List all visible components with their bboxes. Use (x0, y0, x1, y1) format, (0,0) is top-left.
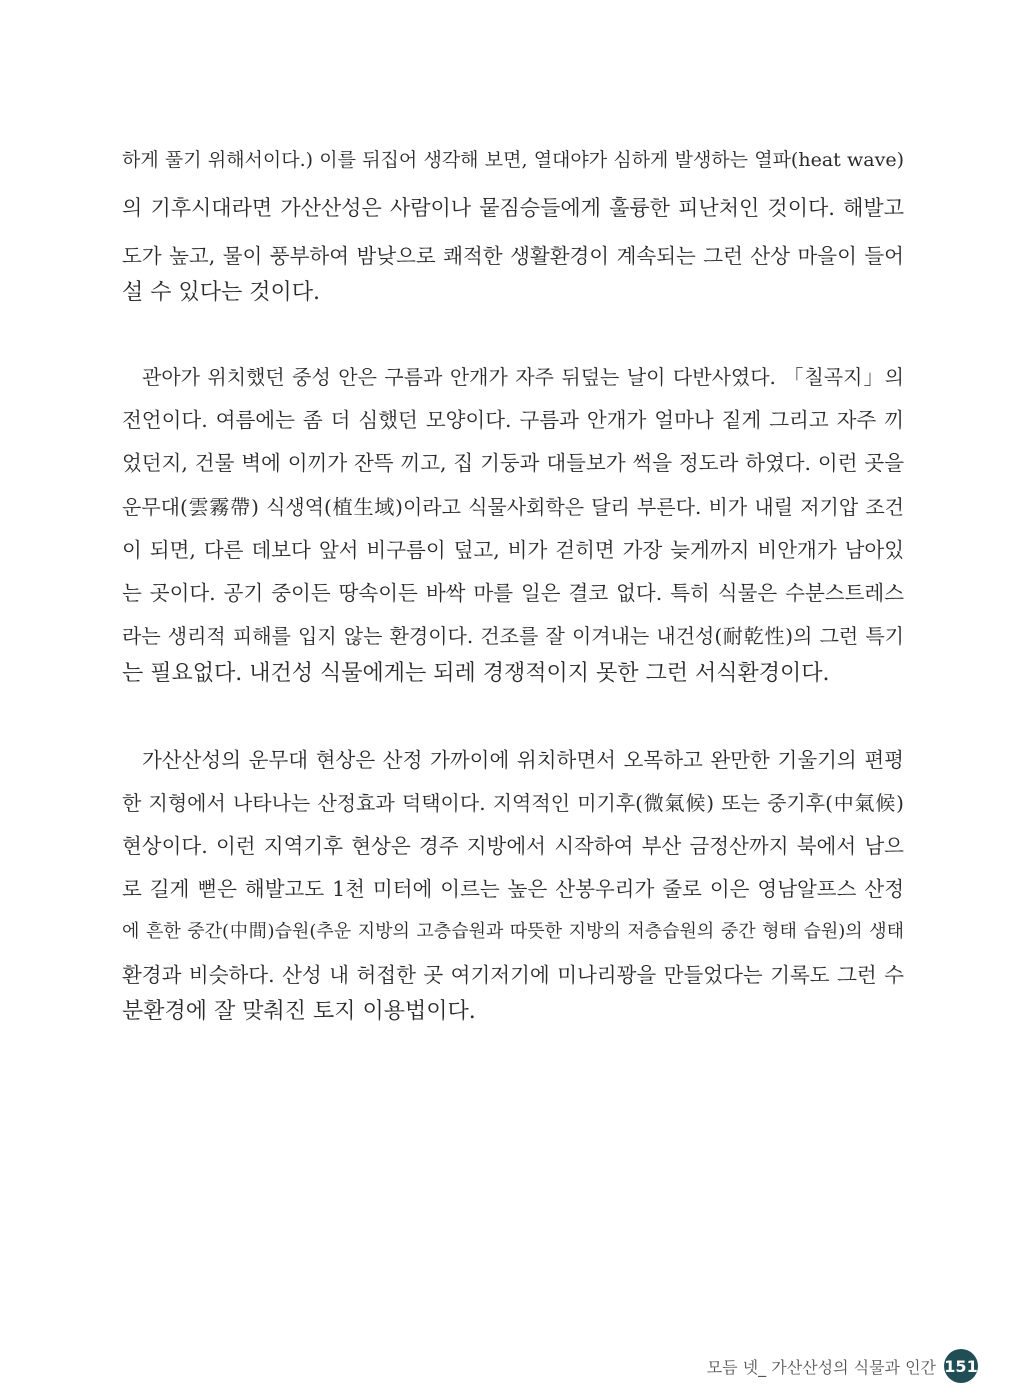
text-line: 분환경에 잘 맞춰진 토지 이용법이다. (122, 999, 476, 1024)
text-line: 한 지형에서 나타나는 산정효과 덕택이다. 지역적인 미기후(微氣候) 또는 중기후(中氣候) (122, 791, 904, 815)
text-line: 었던지, 건물 벽에 이끼가 잔뜩 끼고, 집 기둥과 대들보가 썩을 정도라 하였다. 이런 곳을 (122, 451, 904, 475)
text-line: 하게 풀기 위해서이다.) 이를 뒤집어 생각해 보면, 열대야가 심하게 발생하는 열파(heat wave) (122, 149, 904, 171)
text-line: 는 곳이다. 공기 중이든 땅속이든 바싹 마를 일은 결코 없다. 특히 식물은 수분스트레스 (122, 581, 904, 605)
text-line: 에 흔한 중간(中間)습원(추운 지방의 고층습원과 따뜻한 지방의 저층습원의 중간 형태 습원)의 생태 (122, 921, 904, 942)
text-line: 환경과 비슷하다. 산성 내 허접한 곳 여기저기에 미나리꽝을 만들었다는 기록도 그런 수 (122, 963, 904, 987)
text-line: 로 길게 뻗은 해발고도 1천 미터에 이르는 높은 산봉우리가 줄로 이은 영남알프스 산정 (122, 877, 904, 901)
text-line: 는 필요없다. 내건성 식물에게는 되레 경쟁적이지 못한 그런 서식환경이다. (122, 661, 830, 686)
text-line: 설 수 있다는 것이다. (122, 280, 320, 305)
text-line: 도가 높고, 물이 풍부하여 밤낮으로 쾌적한 생활환경이 계속되는 그런 산상 마을이 들어 (122, 244, 904, 268)
text-line: 의 기후시대라면 가산산성은 사람이나 뭍짐승들에게 훌륭한 피난처인 것이다. 해발고 (122, 196, 904, 220)
page-number-badge: 151 (944, 1349, 978, 1383)
page-footer (707, 1346, 978, 1386)
text-line: 운무대(雲霧帶) 식생역(植生域)이라고 식물사회학은 달리 부른다. 비가 내릴 저기압 조건 (122, 495, 904, 519)
text-line: 관아가 위치했던 중성 안은 구름과 안개가 자주 뒤덮는 날이 다반사였다. 「칠곡지」의 (142, 365, 904, 389)
text-line: 전언이다. 여름에는 좀 더 심했던 모양이다. 구름과 안개가 얼마나 짙게 그리고 자주 끼 (122, 408, 904, 432)
text-line: 현상이다. 이런 지역기후 현상은 경주 지방에서 시작하여 부산 금정산까지 북에서 남으 (122, 834, 904, 858)
text-line: 라는 생리적 피해를 입지 않는 환경이다. 건조를 잘 이겨내는 내건성(耐乾性)의 그런 특기 (122, 624, 904, 648)
text-line: 가산산성의 운무대 현상은 산정 가까이에 위치하면서 오목하고 완만한 기울기의 편평 (142, 748, 904, 772)
text-line: 이 되면, 다른 데보다 앞서 비구름이 덮고, 비가 걷히면 가장 늦게까지 비안개가 남아있 (122, 538, 904, 562)
running-title: 모듬 넷_ 가산산성의 식물과 인간 (706, 1357, 936, 1377)
